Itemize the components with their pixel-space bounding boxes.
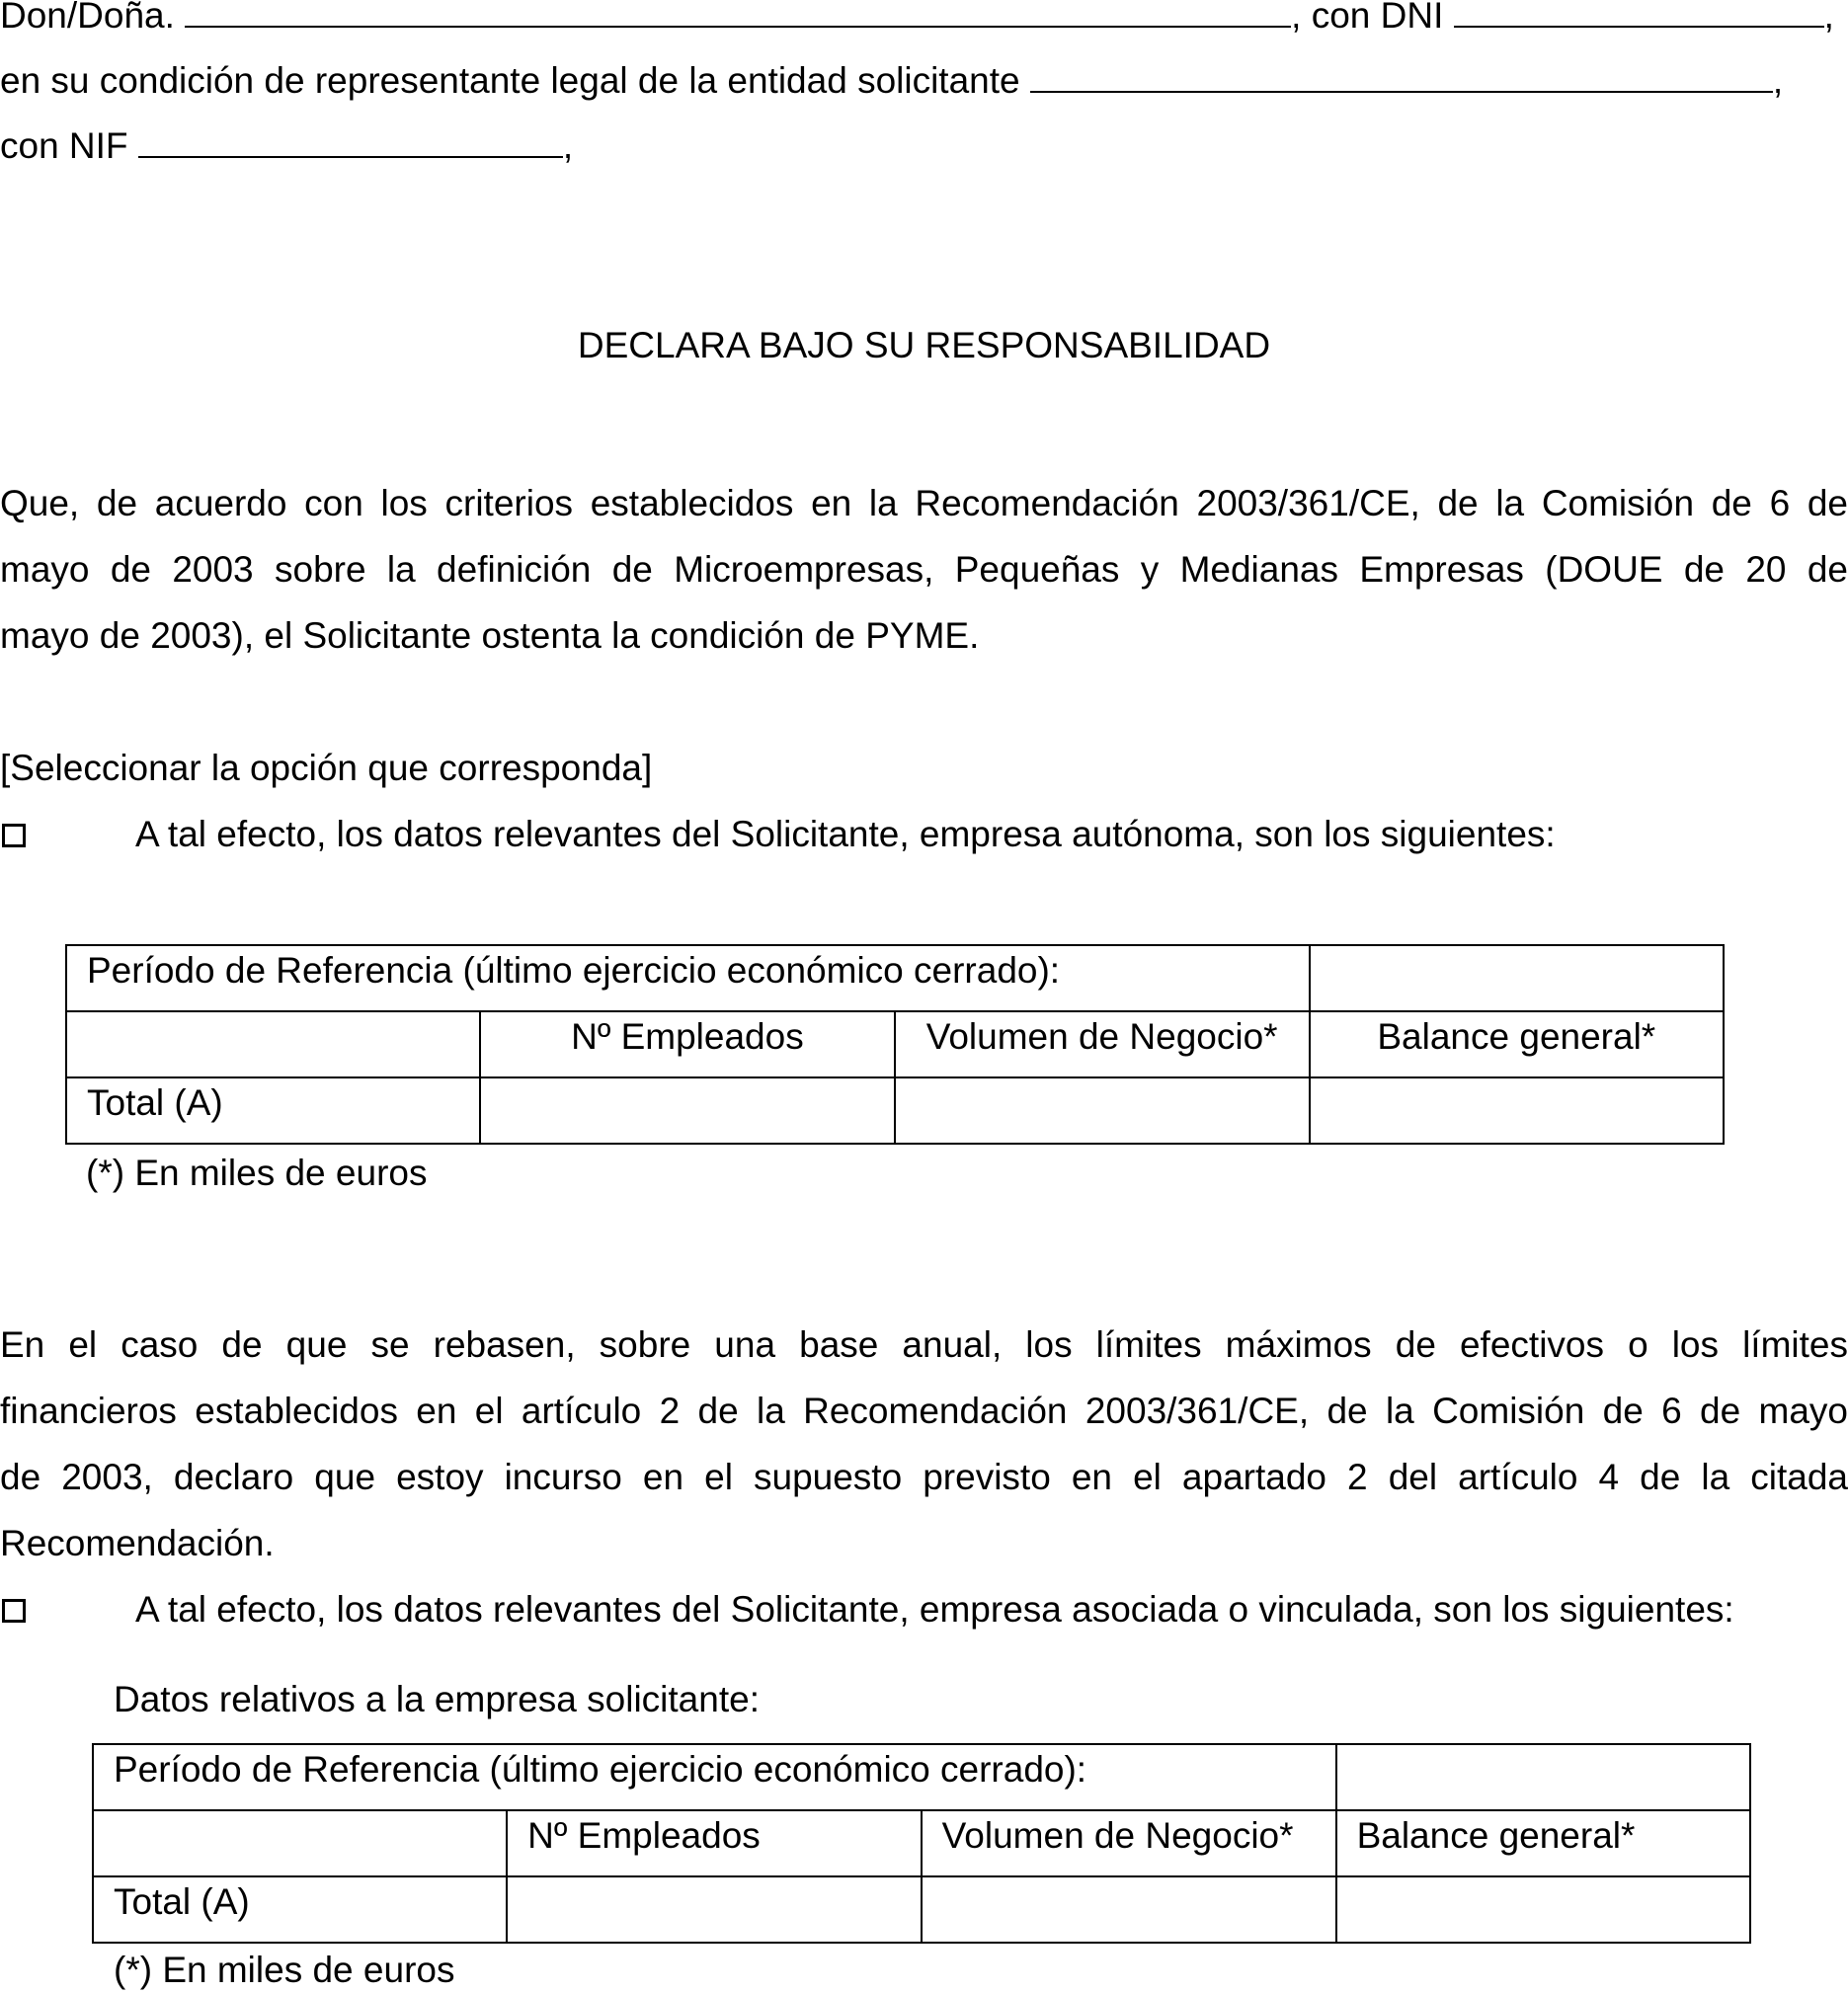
nif-field[interactable]: [138, 128, 563, 158]
table-row: [66, 1011, 1724, 1077]
comma: ,: [1823, 0, 1834, 36]
para1-line-1: Que, de acuerdo con los criterios establecidos en la Recomendación 2003/361/CE, de la Comisión de 6 de: [0, 483, 1848, 523]
para2-line-4: Recomendación.: [0, 1523, 275, 1563]
turnover-header: Volumen de Negocio*: [922, 1810, 1336, 1876]
entity-label: en su condición de representante legal de la entidad solicitante: [0, 60, 1020, 101]
nif-label: con NIF: [0, 125, 128, 166]
balance-header: Balance general*: [1336, 1810, 1750, 1876]
period-label: Período de Referencia (último ejercicio económico cerrado):: [93, 1744, 1336, 1810]
balance-value-cell[interactable]: [1310, 1077, 1724, 1144]
table1-footnote: (*) En miles de euros: [86, 1153, 428, 1193]
option-associated-checkbox[interactable]: [2, 1599, 26, 1623]
option-autonomous-checkbox[interactable]: [2, 824, 26, 847]
para2-line-3: de 2003, declaro que estoy incurso en el supuesto previsto en el apartado 2 del artículo 4 de la citada: [0, 1457, 1848, 1497]
empty-header-cell: [66, 1011, 480, 1077]
sme-table-associated: [92, 1743, 1751, 1944]
total-label: Total (A): [66, 1077, 480, 1144]
table-row: [93, 1810, 1750, 1876]
option-associated-label: A tal efecto, los datos relevantes del Solicitante, empresa asociada o vinculada, son los siguientes:: [135, 1589, 1734, 1630]
para2-line-1: En el caso de que se rebasen, sobre una base anual, los límites máximos de efectivos o los límites: [0, 1324, 1848, 1365]
employees-header: Nº Empleados: [480, 1011, 895, 1077]
balance-value-cell[interactable]: [1336, 1876, 1750, 1943]
turnover-header: Volumen de Negocio*: [895, 1011, 1310, 1077]
name-field[interactable]: [185, 0, 1291, 28]
entity-line: [0, 61, 1783, 101]
turnover-value-cell[interactable]: [922, 1876, 1336, 1943]
period-label: Período de Referencia (último ejercicio económico cerrado):: [66, 945, 1310, 1011]
para1-line-2: mayo de 2003 sobre la definición de Microempresas, Pequeñas y Medianas Empresas (DOUE de 20 de: [0, 549, 1848, 590]
name-line: [0, 0, 1834, 36]
table-row: [93, 1876, 1750, 1943]
comma: ,: [1772, 60, 1784, 101]
option-autonomous-label: A tal efecto, los datos relevantes del Solicitante, empresa autónoma, son los siguientes:: [135, 814, 1556, 854]
table-row: [66, 945, 1724, 1011]
para1-line-3: mayo de 2003), el Solicitante ostenta la condición de PYME.: [0, 615, 980, 656]
entity-field[interactable]: [1030, 63, 1773, 93]
employees-value-cell[interactable]: [480, 1077, 895, 1144]
period-value-cell[interactable]: [1336, 1744, 1750, 1810]
nif-line: [0, 126, 573, 166]
comma: ,: [562, 125, 574, 166]
section-label: Datos relativos a la empresa solicitante:: [114, 1679, 760, 1719]
turnover-value-cell[interactable]: [895, 1077, 1310, 1144]
employees-value-cell[interactable]: [507, 1876, 922, 1943]
employees-header: Nº Empleados: [507, 1810, 922, 1876]
table-row: [93, 1744, 1750, 1810]
period-value-cell[interactable]: [1310, 945, 1724, 1011]
select-hint: [Seleccionar la opción que corresponda]: [0, 748, 653, 788]
dni-field[interactable]: [1454, 0, 1824, 28]
empty-header-cell: [93, 1810, 507, 1876]
total-label: Total (A): [93, 1876, 507, 1943]
table2-footnote: (*) En miles de euros: [114, 1950, 455, 1990]
balance-header: Balance general*: [1310, 1011, 1724, 1077]
sme-table-autonomous: [65, 944, 1725, 1145]
para2-line-2: financieros establecidos en el artículo 2 de la Recomendación 2003/361/CE, de la Comisión de 6 de mayo: [0, 1391, 1848, 1431]
name-label: Don/Doña.: [0, 0, 175, 36]
dni-label: , con DNI: [1291, 0, 1444, 36]
page-title: DECLARA BAJO SU RESPONSABILIDAD: [577, 325, 1271, 365]
table-row: [66, 1077, 1724, 1144]
